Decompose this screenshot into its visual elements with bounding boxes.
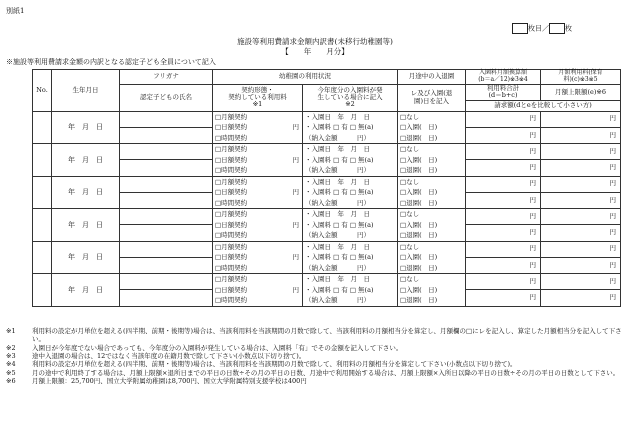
note-item [6,369,622,377]
row-admission-fee [303,176,398,209]
row-admission-fee [303,274,398,307]
row-furigana[interactable] [120,176,213,192]
admission-line[interactable]: ・入園料 □ 有 □ 無(a) [305,220,374,229]
row-child-name[interactable] [120,257,213,273]
admission-line[interactable]: ・入園日 年 月 日 [305,145,370,154]
midterm-option[interactable]: □なし [400,145,420,154]
row-monthly-fee[interactable]: 円 [541,241,621,257]
col-monthly-cap: 月額上限額(e)※6 [541,84,621,100]
admission-line[interactable]: ・入園日 年 月 日 [305,210,370,219]
col-contract-type: 契約形態・ 契約している利用料 ※1 [213,84,303,111]
row-contract-type [213,241,303,274]
row-no[interactable] [33,209,52,242]
row-monthly-cap[interactable]: 円 [541,257,621,273]
midterm-option[interactable]: □入園( 日) [400,253,438,262]
row-admission-fee [303,144,398,177]
row-birthdate[interactable]: 年 月 日 [52,144,120,177]
row-birthdate[interactable]: 年 月 日 [52,111,120,144]
row-child-name[interactable] [120,290,213,306]
contract-option[interactable]: □日額契約 円 [213,155,302,166]
row-midterm [398,274,466,307]
row-total-fee[interactable]: 円 [466,160,541,176]
midterm-option[interactable]: □なし [400,242,420,251]
contract-option[interactable]: □月額契約 [215,242,248,251]
midterm-option[interactable]: □なし [400,112,420,121]
contract-option[interactable]: □時間契約 [215,198,248,207]
sheet-number-field[interactable] [512,23,528,34]
contract-option[interactable]: □月額契約 [215,145,248,154]
note-mark: ※6 [6,376,16,385]
contract-option[interactable]: □日額契約 円 [213,285,302,296]
yen-unit: 円 [292,123,299,132]
admission-line[interactable]: ・入園日 年 月 日 [305,242,370,251]
midterm-option[interactable]: □なし [400,275,420,284]
row-total-fee[interactable]: 円 [466,127,541,143]
admission-line[interactable]: （納入金額 円） [305,231,370,240]
yen-unit: 円 [292,285,299,294]
contract-option[interactable]: □時間契約 [215,296,248,305]
row-monthly-conversion[interactable]: 円 [466,274,541,290]
row-monthly-cap[interactable]: 円 [541,225,621,241]
sheet-total-label: 枚 [565,24,572,33]
row-no[interactable] [33,274,52,307]
note-item [6,327,622,344]
midterm-option[interactable]: □退園( 日) [400,231,438,240]
contract-option[interactable]: □時間契約 [215,133,248,142]
note-text: 月額上限額：25,700円、国立大学附属幼稚園は8,700円、国立大学附属特別支援学校は400円 [32,376,307,385]
row-monthly-conversion[interactable]: 円 [466,176,541,192]
row-contract-type [213,144,303,177]
page-title: 施設等利用費請求金額内訳書(未移行幼稚園等) [237,37,393,46]
row-monthly-fee[interactable]: 円 [541,144,621,160]
sheet-counter [512,23,572,34]
midterm-option[interactable]: □なし [400,177,420,186]
col-monthly-fee: 月額利用料(保育 料)(c)※3※5 [541,70,621,85]
row-monthly-cap[interactable]: 円 [541,160,621,176]
row-admission-fee [303,111,398,144]
admission-line[interactable]: ・入園日 年 月 日 [305,112,370,121]
row-birthdate[interactable]: 年 月 日 [52,209,120,242]
contract-option[interactable]: □日額契約 円 [213,220,302,231]
row-birthdate[interactable]: 年 月 日 [52,176,120,209]
row-contract-type [213,176,303,209]
yen-unit: 円 [292,188,299,197]
row-monthly-conversion[interactable]: 円 [466,111,541,127]
claim-detail-table [32,69,621,307]
col-no: No. [33,70,52,112]
midterm-option[interactable]: □退園( 日) [400,263,438,272]
contract-option[interactable]: □月額契約 [215,112,248,121]
row-total-fee[interactable]: 円 [466,257,541,273]
row-admission-fee [303,241,398,274]
midterm-option[interactable]: □入園( 日) [400,188,438,197]
col-child-name: 認定子どもの氏名 [120,84,213,111]
admission-line[interactable]: ・入園料 □ 有 □ 無(a) [305,123,374,132]
sheet-label: 枚目／ [528,24,549,33]
row-no[interactable] [33,241,52,274]
admission-line[interactable]: （納入金額 円） [305,296,370,305]
admission-line[interactable]: （納入金額 円） [305,133,370,142]
note-item [6,377,622,385]
col-admission-fee: 今年度分の入園料が発 生している場合に記入 ※2 [303,84,398,111]
note-mark: ※2 [6,343,16,352]
contract-option[interactable]: □時間契約 [215,166,248,175]
contract-option[interactable]: □時間契約 [215,263,248,272]
admission-line[interactable]: ・入園料 □ 有 □ 無(a) [305,285,374,294]
admission-line[interactable]: ・入園日 年 月 日 [305,275,370,284]
admission-line[interactable]: （納入金額 円） [305,198,370,207]
midterm-option[interactable]: □なし [400,210,420,219]
row-contract-type [213,274,303,307]
admission-line[interactable]: ・入園日 年 月 日 [305,177,370,186]
midterm-option[interactable]: □入園( 日) [400,155,438,164]
contract-option[interactable]: □日額契約 円 [213,187,302,198]
yen-unit: 円 [292,220,299,229]
note-mark: ※5 [6,368,16,377]
row-furigana[interactable] [120,144,213,160]
row-midterm [398,144,466,177]
row-monthly-conversion[interactable]: 円 [466,209,541,225]
row-admission-fee [303,209,398,242]
midterm-option[interactable]: □入園( 日) [400,285,438,294]
row-contract-type [213,111,303,144]
row-child-name[interactable] [120,160,213,176]
midterm-option[interactable]: □退園( 日) [400,198,438,207]
sheet-total-field[interactable] [549,23,565,34]
row-no[interactable] [33,111,52,144]
col-total-fee: 利用料合計 (d＝b+c) [466,84,541,100]
row-monthly-conversion[interactable]: 円 [466,144,541,160]
contract-option[interactable]: □日額契約 円 [213,252,302,263]
child-row [33,241,621,257]
midterm-option[interactable]: □入園( 日) [400,123,438,132]
annex-label: 別紙1 [6,7,25,15]
row-furigana[interactable] [120,111,213,127]
note-mark: ※3 [6,351,16,360]
child-row [33,209,621,225]
contract-option[interactable]: □時間契約 [215,231,248,240]
row-monthly-cap[interactable]: 円 [541,290,621,306]
row-monthly-cap[interactable]: 円 [541,127,621,143]
row-monthly-fee[interactable]: 円 [541,274,621,290]
row-monthly-conversion[interactable]: 円 [466,241,541,257]
note-text: 途中入退園の場合は、12ではなく当該年度の在籍月数で除して下さい(小数点以下切り捨て)。 [32,351,306,360]
notes [6,327,622,385]
row-monthly-fee[interactable]: 円 [541,176,621,192]
row-midterm [398,176,466,209]
col-monthly-conversion: 入園料月額換算額 (b＝a／12)※3※4 [466,70,541,85]
midterm-option[interactable]: □入園( 日) [400,220,438,229]
row-total-fee[interactable]: 円 [466,290,541,306]
row-furigana[interactable] [120,274,213,290]
child-row [33,274,621,290]
col-midterm-top: 月途中の入退園 [398,70,466,85]
admission-line[interactable]: ・入園料 □ 有 □ 無(a) [305,155,374,164]
midterm-option[interactable]: □退園( 日) [400,133,438,142]
row-child-name[interactable] [120,127,213,143]
note-item [6,352,622,360]
row-monthly-fee[interactable]: 円 [541,209,621,225]
note-text: 利用料の設定が月単位を超える(四半期、前期・後期等)場合は、当該利用料を当該期間の月数で除して、利用料の月額相当分を算定して下さい(小数点以下切り捨て)。 [32,360,517,369]
row-child-name[interactable] [120,192,213,208]
child-row [33,176,621,192]
contract-option[interactable]: □日額契約 円 [213,122,302,133]
row-monthly-cap[interactable]: 円 [541,192,621,208]
note-item [6,344,622,352]
row-monthly-fee[interactable]: 円 [541,111,621,127]
contract-option[interactable]: □月額契約 [215,210,248,219]
note-item [6,360,622,368]
contract-option[interactable]: □月額契約 [215,275,248,284]
admission-line[interactable]: ・入園料 □ 有 □ 無(a) [305,188,374,197]
row-total-fee[interactable]: 円 [466,225,541,241]
yen-unit: 円 [292,253,299,262]
note-text: 利用料の設定が月単位を超える(四半期、前期・後期等)場合は、当該利用料を当該期間の月数で除して、当該利用料の月額相当分を算定し、月額欄の□にレを記入し、算定した月額相当分を記入して下さい。 [32,327,622,344]
row-midterm [398,241,466,274]
note-text: 月の途中で利用終了する場合は、月額上限額×退所日までの平日の日数÷その月の平日の日数、月途中で利用開始する場合は、月額上限額×入所日以降の平日の日数÷その月の平日の日数として下さい。 [32,368,620,377]
child-row [33,111,621,127]
note-mark: ※4 [6,360,16,369]
admission-line[interactable]: （納入金額 円） [305,263,370,272]
col-usage-status: 幼稚園の利用状況 [213,70,398,85]
period-label: 【 年 月分】 [281,47,349,56]
row-child-name[interactable] [120,225,213,241]
midterm-option[interactable]: □退園( 日) [400,166,438,175]
admission-line[interactable]: ・入園料 □ 有 □ 無(a) [305,253,374,262]
admission-line[interactable]: （納入金額 円） [305,166,370,175]
row-midterm [398,209,466,242]
row-birthdate[interactable]: 年 月 日 [52,274,120,307]
note-mark: ※1 [6,327,16,335]
col-claim: 請求額(dとeを比較して小さい方) [466,100,621,111]
row-no[interactable] [33,176,52,209]
row-furigana[interactable] [120,209,213,225]
child-row [33,144,621,160]
note-text: 入園日が今年度でない場合であっても、今年度分の入園料が発生している場合は、入園料「有」でその金額を記入して下さい。 [32,343,403,352]
row-no[interactable] [33,144,52,177]
contract-option[interactable]: □月額契約 [215,177,248,186]
row-total-fee[interactable]: 円 [466,192,541,208]
instruction-text: ※施設等利用費請求金額の内訳となる認定子ども全員について記入 [6,58,216,66]
yen-unit: 円 [292,155,299,164]
col-midterm-bottom: レ及び入園(退 園)日を記入 [398,84,466,111]
row-furigana[interactable] [120,241,213,257]
col-furigana: フリガナ [120,70,213,85]
row-midterm [398,111,466,144]
col-birthdate: 生年月日 [52,70,120,112]
midterm-option[interactable]: □退園( 日) [400,296,438,305]
row-birthdate[interactable]: 年 月 日 [52,241,120,274]
row-contract-type [213,209,303,242]
